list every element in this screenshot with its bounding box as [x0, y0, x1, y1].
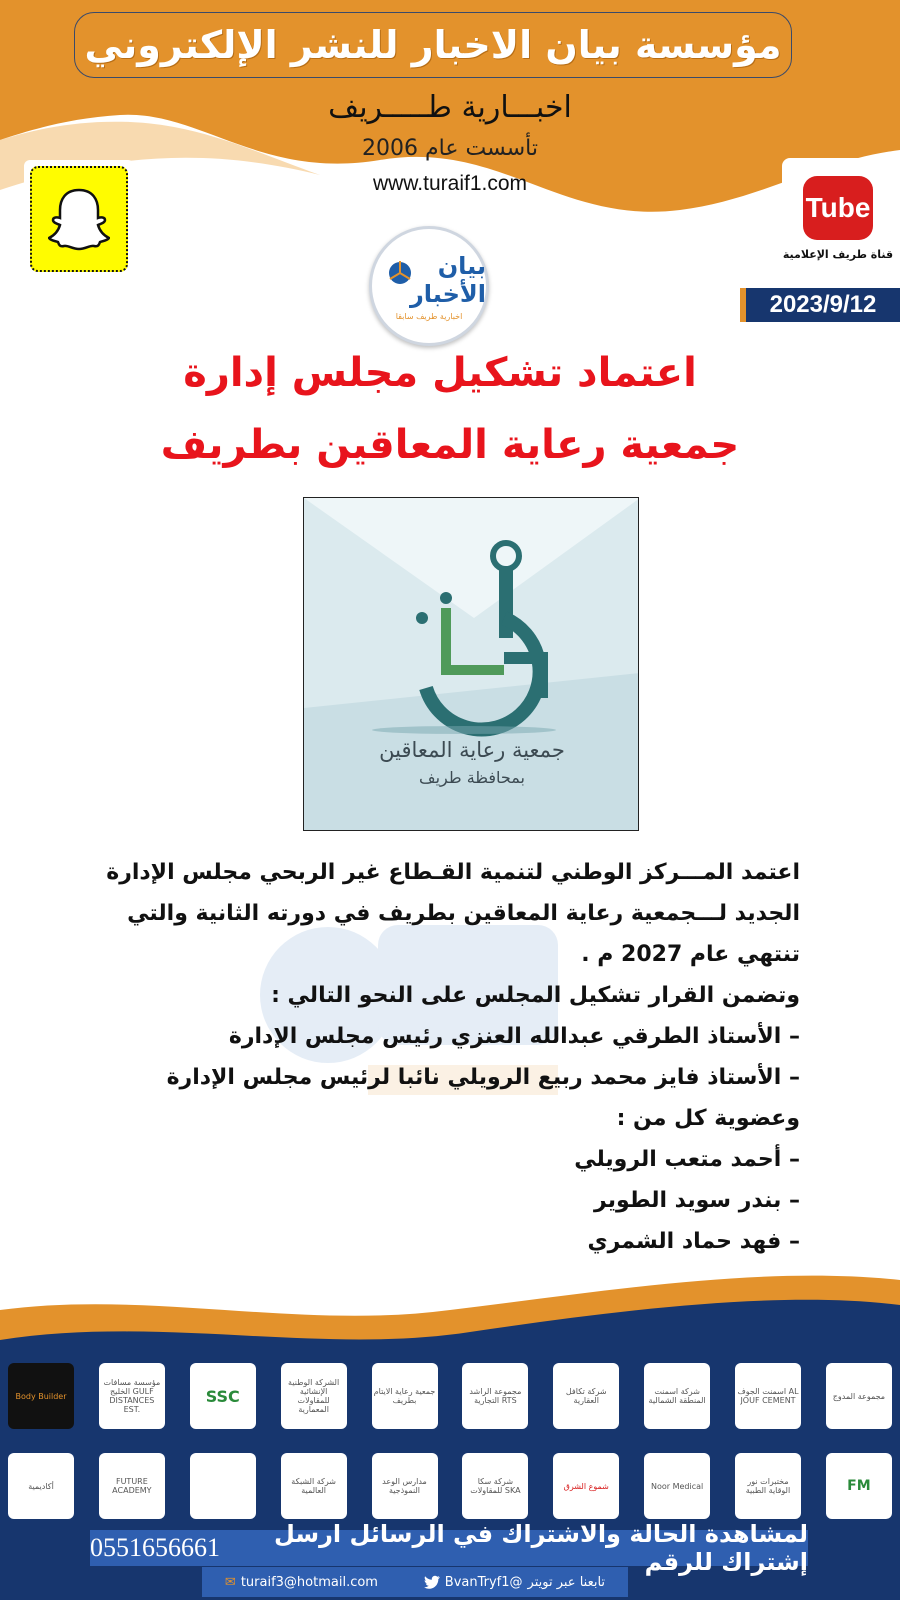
twitter-handle: BvanTryf1@: [444, 1574, 523, 1590]
sponsor-logo[interactable]: شركة الشبكة العالمية: [281, 1453, 347, 1519]
publication-name: اخبـــارية طـــــريف: [328, 90, 572, 125]
sponsor-logo[interactable]: اسمنت الجوف AL JOUF CEMENT: [735, 1363, 801, 1429]
sponsor-logo[interactable]: مجموعة المدوج: [826, 1363, 892, 1429]
image-caption-line-1: جمعية رعاية المعاقين: [379, 738, 565, 762]
article-paragraph: تنتهي عام 2027 م .: [581, 942, 800, 967]
twitter-bird-icon: [424, 1575, 440, 1589]
article-paragraph: وعضوية كل من :: [616, 1106, 800, 1131]
sponsor-logo[interactable]: الشركة الوطنية الإنشائية للمقاولات المعمارية: [281, 1363, 347, 1429]
sponsor-logo[interactable]: FUTURE ACADEMY: [99, 1453, 165, 1519]
sponsor-logo[interactable]: FM: [826, 1453, 892, 1519]
sponsor-logo[interactable]: جمعية رعاية الايتام بطريف: [372, 1363, 438, 1429]
bayan-alakhbar-logo: [369, 226, 489, 346]
article-paragraph: اعتمد المـــركز الوطني لتنمية القـطاع غير الربحي مجلس الإدارة: [106, 860, 800, 885]
board-member-chair: – الأستاذ الطرقي عبدالله العنزي رئيس مجلس الإدارة: [228, 1024, 800, 1049]
image-caption-line-2: بمحافظة طريف: [419, 768, 525, 787]
twitter-follow-label: تابعنا عبر تويتر: [527, 1574, 606, 1590]
board-member: – فهد حماد الشمري: [587, 1229, 800, 1254]
snapchat-ghost-icon: [48, 186, 110, 252]
wind-turbine-icon: [386, 259, 426, 287]
sponsor-logo[interactable]: شموع الشرق: [553, 1453, 619, 1519]
sponsor-logo[interactable]: Body Builder: [8, 1363, 74, 1429]
twitter-contact[interactable]: [424, 1575, 605, 1590]
sponsors-row-1: [8, 1363, 892, 1429]
sponsor-logo-blank[interactable]: [190, 1453, 256, 1519]
article-image: [303, 497, 639, 831]
article-body: [100, 852, 800, 1262]
email-icon: ✉: [224, 1574, 236, 1590]
founded-text: تأسست عام 2006: [362, 136, 538, 161]
sponsor-logo[interactable]: شركة سكا للمقاولات SKA: [462, 1453, 528, 1519]
sponsor-logo[interactable]: أكاديمية: [8, 1453, 74, 1519]
article-paragraph: وتضمن القرار تشكيل المجلس على النحو التالي :: [271, 983, 800, 1008]
website-link[interactable]: www.turaif1.com: [372, 172, 528, 195]
organization-name: مؤسسة بيان الاخبار للنشر الإلكتروني: [84, 23, 782, 67]
headline-line-2: جمعية رعاية المعاقين بطريف: [160, 422, 740, 468]
organization-banner: [74, 12, 792, 78]
subscription-phone-number[interactable]: 0551656661: [90, 1533, 220, 1562]
snapchat-qr-code[interactable]: [24, 160, 134, 278]
sponsors-row-2: [8, 1453, 892, 1519]
sponsor-logo[interactable]: Noor Medical: [644, 1453, 710, 1519]
youtube-icon: Tube: [803, 176, 873, 240]
subscribe-call-to-action: [90, 1520, 808, 1576]
sponsor-logo[interactable]: مجموعة الراشد التجارية RTS: [462, 1363, 528, 1429]
cta-text: لمشاهدة الحالة والاشتراك في الرسائل ارسل إشتراك للرقم: [274, 1520, 808, 1576]
date-badge: [740, 288, 900, 322]
sponsor-logo[interactable]: مدارس الوعد النموذجية: [372, 1453, 438, 1519]
sponsor-logo[interactable]: SSC: [190, 1363, 256, 1429]
board-member-vice-chair: – الأستاذ فايز محمد ربيع الرويلي نائبا لرئيس مجلس الإدارة: [166, 1065, 800, 1090]
board-member: – أحمد متعب الرويلي: [574, 1147, 800, 1172]
logo-text: بيان الأخبار: [409, 251, 486, 308]
email-address: turaif3@hotmail.com: [240, 1574, 378, 1590]
board-member: – بندر سويد الطوير: [594, 1188, 800, 1213]
article-paragraph: الجديد لـــجمعية رعاية المعاقين بطريف في دورته الثانية والتي: [127, 901, 800, 926]
youtube-channel-name: قناة طريف الإعلامية: [782, 247, 894, 261]
email-contact[interactable]: [225, 1575, 378, 1590]
logo-tagline: اخبارية طريف سابقا: [395, 311, 463, 321]
sponsor-logo[interactable]: شركة تكافل العقارية: [553, 1363, 619, 1429]
sponsor-logo[interactable]: مختبرات نور الوقاية الطبية: [735, 1453, 801, 1519]
article-date: 2023/9/12: [769, 291, 877, 318]
headline-line-1: اعتماد تشكيل مجلس إدارة: [183, 350, 697, 396]
contact-bar: [202, 1567, 628, 1597]
sponsor-logo[interactable]: مؤسسة مسافات الخليج GULF DISTANCES EST.: [99, 1363, 165, 1429]
youtube-channel-badge[interactable]: [782, 158, 894, 278]
sponsor-logo[interactable]: شركة اسمنت المنطقة الشمالية: [644, 1363, 710, 1429]
